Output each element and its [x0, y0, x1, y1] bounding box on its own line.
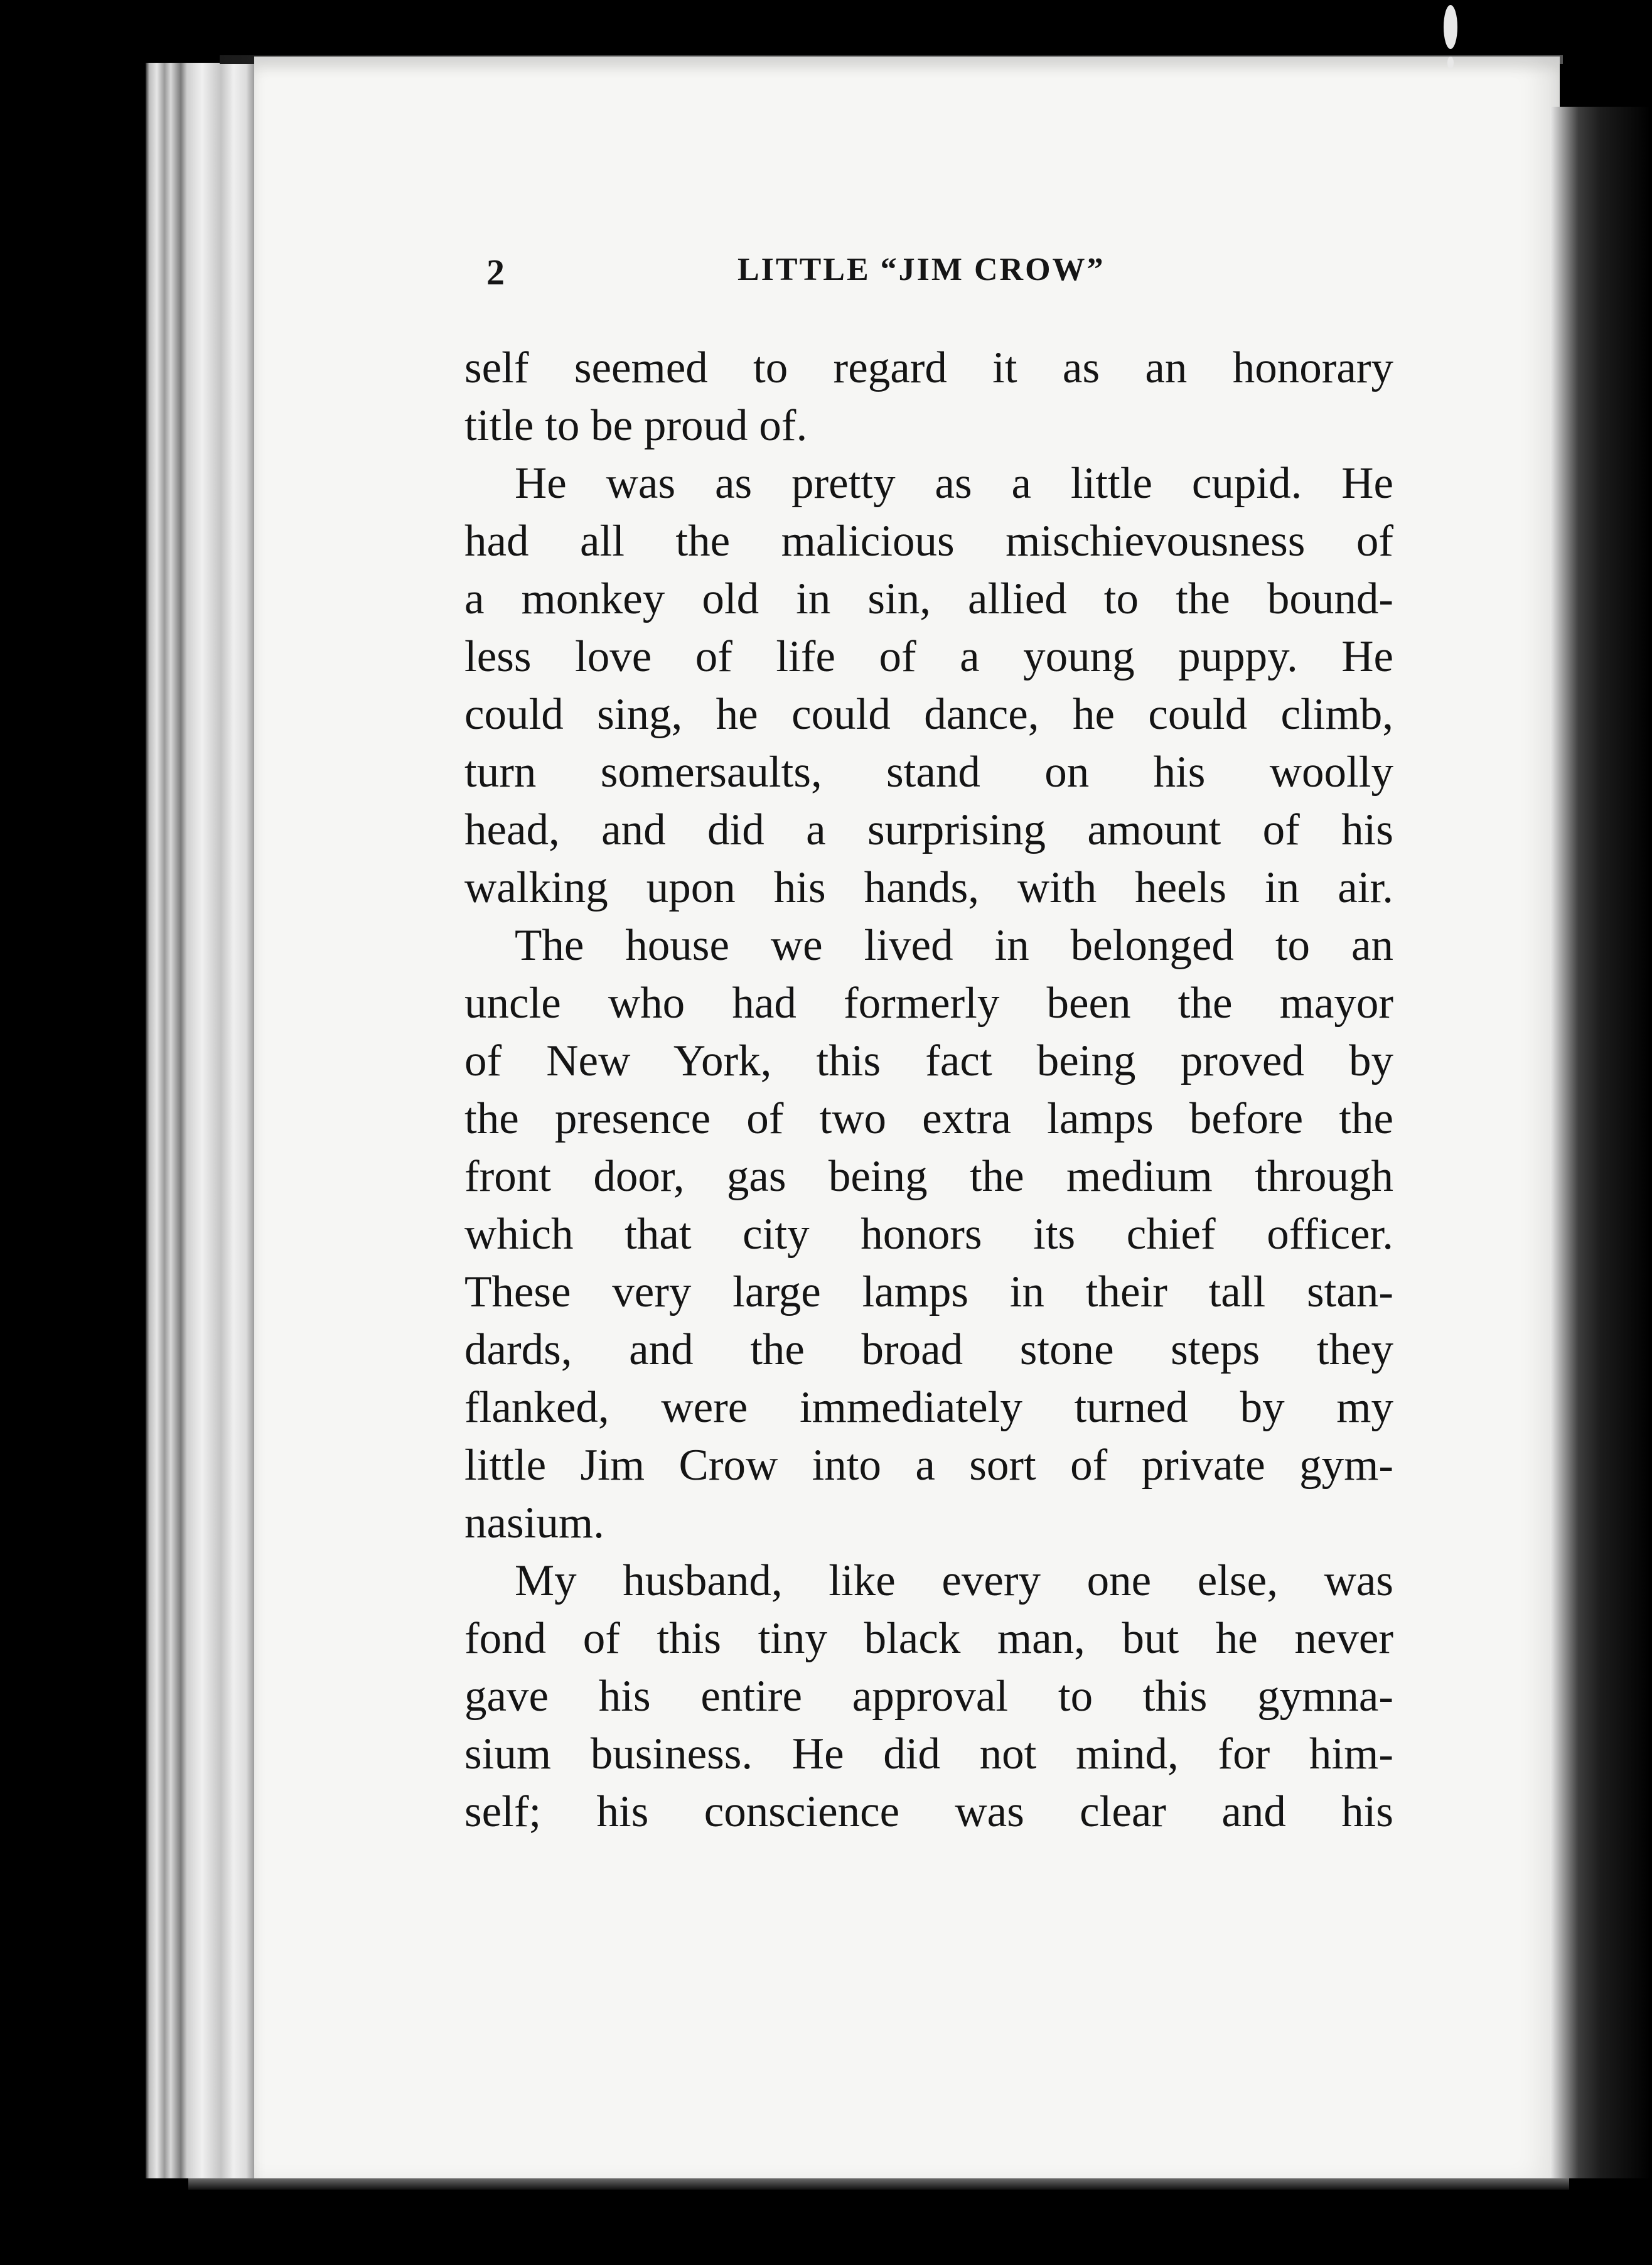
text-line: had all the malicious mischievousness of [464, 517, 1393, 566]
text-line: the presence of two extra lamps before the [464, 1094, 1393, 1143]
running-head [486, 251, 1164, 295]
scan-speck [1444, 5, 1457, 49]
text-line: self seemed to regard it as an honorary [464, 343, 1393, 392]
text-line: turn somersaults, stand on his woolly [464, 748, 1393, 797]
text-line: My husband, like every one else, was [515, 1556, 1393, 1605]
text-line: self; his conscience was clear and his [464, 1787, 1393, 1836]
text-line: He was as pretty as a little cupid. He [515, 459, 1393, 508]
bottom-page-edge [188, 2178, 1569, 2190]
text-line: The house we lived in belonged to an [515, 921, 1393, 970]
text-line: which that city honors its chief officer. [464, 1210, 1393, 1259]
text-line: front door, gas being the medium through [464, 1152, 1393, 1201]
text-line: These very large lamps in their tall stan- [464, 1267, 1393, 1316]
page-number: 2 [486, 252, 505, 293]
text-line: sium business. He did not mind, for him- [464, 1730, 1393, 1778]
binding-shadow [1550, 107, 1651, 2178]
running-title: LITTLE “JIM CROW” [738, 252, 1105, 288]
text-line: gave his entire approval to this gymna- [464, 1672, 1393, 1721]
text-line: flanked, were immediately turned by my [464, 1383, 1393, 1432]
page-edge-strips [146, 63, 259, 2178]
text-line: uncle who had formerly been the mayor [464, 979, 1393, 1028]
text-line: dards, and the broad stone steps they [464, 1325, 1393, 1374]
body-text [464, 339, 1393, 1841]
text-line: nasium. [464, 1498, 604, 1547]
text-line: head, and did a surprising amount of his [464, 805, 1393, 854]
text-line: less love of life of a young puppy. He [464, 632, 1393, 681]
scan-speck [1447, 56, 1454, 69]
text-line: little Jim Crow into a sort of private gym- [464, 1441, 1393, 1490]
text-line: fond of this tiny black man, but he never [464, 1614, 1393, 1663]
text-line: could sing, he could dance, he could climb, [464, 690, 1393, 739]
text-line: of New York, this fact being proved by [464, 1036, 1393, 1085]
text-line: title to be proud of. [464, 401, 808, 450]
text-line: a monkey old in sin, allied to the bound- [464, 574, 1393, 623]
text-line: walking upon his hands, with heels in air. [464, 863, 1393, 912]
